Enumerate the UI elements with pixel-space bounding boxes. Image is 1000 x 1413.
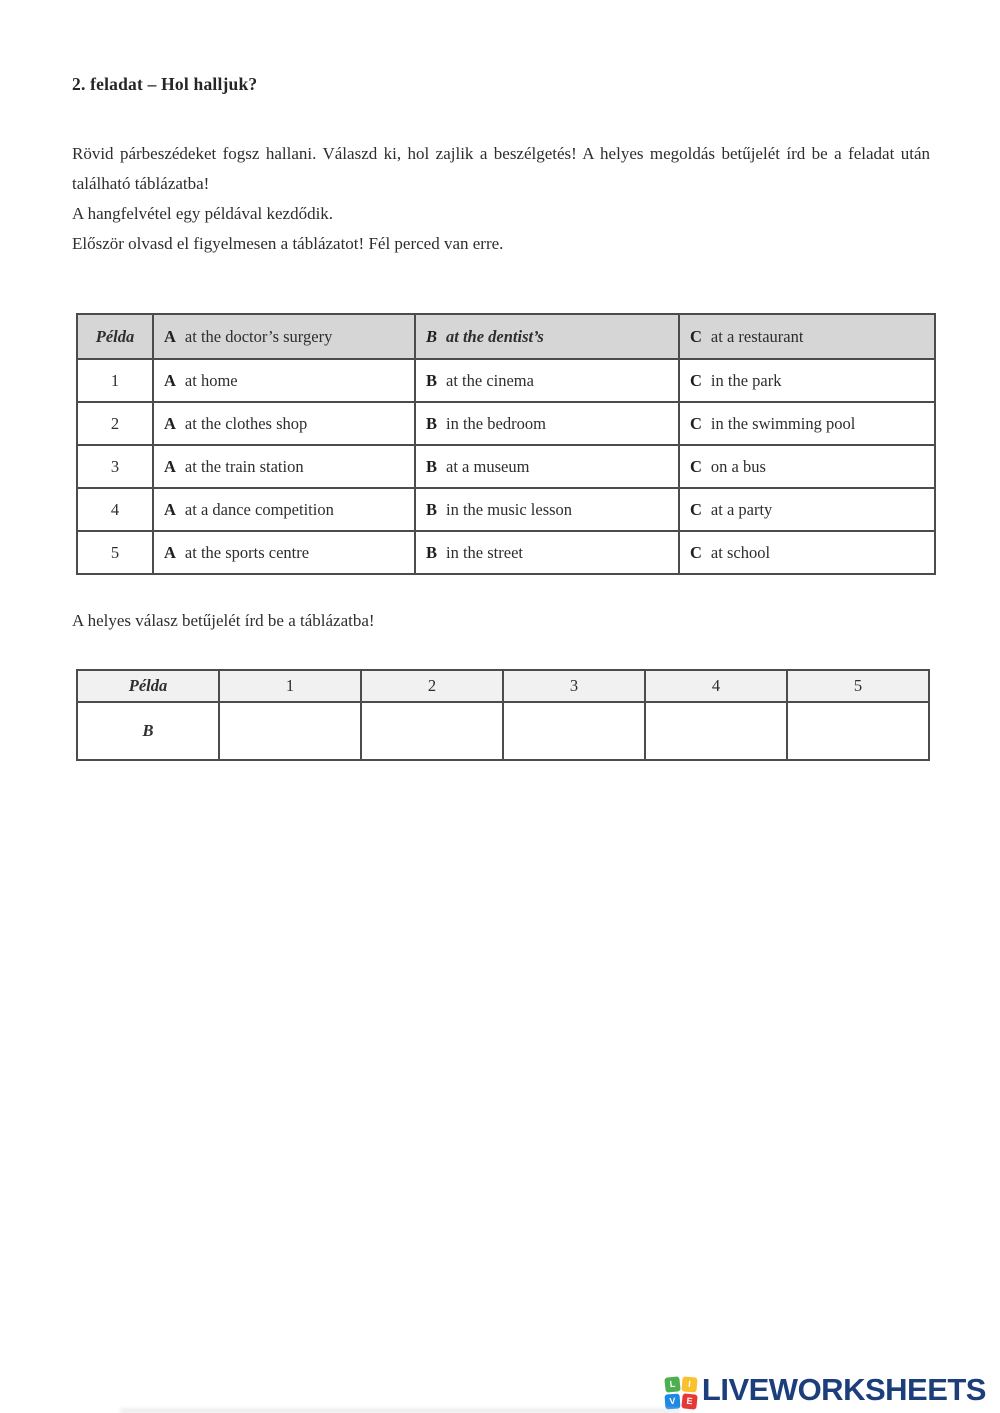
row-label: 2 [77,402,153,445]
logo-square-e: E [681,1393,697,1409]
row-label: 3 [77,445,153,488]
option-letter: C [690,456,702,476]
options-row-header [77,314,935,359]
logo-square-l: L [664,1376,680,1392]
answer-header-row [77,670,929,702]
option-a-cell [153,314,415,359]
row-label: 5 [77,531,153,574]
option-letter: B [426,326,438,346]
options-table [76,313,936,575]
option-letter: A [164,326,176,346]
option-letter: B [426,456,438,476]
answer-header-3: 3 [503,670,645,702]
option-letter: C [690,370,702,390]
task-intro: Rövid párbeszédeket fogsz hallani. Válaszd ki, hol zajlik a beszélgetés! A helyes megoldás betűjelét írd be a feladat után található táblázatba! [72,144,930,193]
option-c-cell [679,445,935,488]
options-row-3 [77,445,935,488]
option-letter: C [690,542,702,562]
option-b-cell [415,445,679,488]
option-text: in the street [446,542,523,562]
liveworksheets-squares-icon [665,1377,697,1409]
option-text: in the swimming pool [710,413,856,433]
option-c-cell [679,488,935,531]
answer-input-5[interactable] [787,702,929,760]
row-label: 4 [77,488,153,531]
option-b-cell [415,402,679,445]
option-letter: A [164,413,176,433]
row-label: Példa [77,314,153,359]
option-text: at the cinema [446,370,534,390]
answer-header-1: 1 [219,670,361,702]
option-letter: A [164,542,176,562]
scan-artifact-line [120,1409,680,1413]
options-row-1 [77,359,935,402]
option-text: on a bus [710,456,766,476]
option-a-cell [153,531,415,574]
option-letter: C [690,326,702,346]
answer-input-4[interactable] [645,702,787,760]
option-letter: C [690,499,702,519]
option-a-cell [153,488,415,531]
option-c-cell [679,402,935,445]
liveworksheets-wordmark: LIVEWORKSHEETS [701,1372,986,1407]
logo-square-v: V [664,1393,680,1409]
option-letter: B [426,499,438,519]
option-b-cell [415,359,679,402]
option-b-cell-example [415,314,679,359]
task-intro-block [72,139,930,259]
task-note-example: A hangfelvétel egy példával kezdődik. [72,204,334,223]
option-text: in the park [710,370,782,390]
option-a-cell [153,445,415,488]
option-b-cell [415,531,679,574]
logo-square-i: I [681,1376,697,1392]
example-answer-cell: B [77,702,219,760]
option-c-cell [679,314,935,359]
option-text: at the train station [184,456,304,476]
option-text: at the doctor’s surgery [184,326,333,346]
option-text: at a party [710,499,773,519]
option-text: at a restaurant [710,326,804,346]
option-a-cell [153,359,415,402]
answer-header-2: 2 [361,670,503,702]
answer-row [77,702,929,760]
option-b-cell [415,488,679,531]
option-text: at the clothes shop [184,413,308,433]
option-letter: A [164,370,176,390]
task-title: 2. feladat – Hol halljuk? [72,74,258,94]
answer-input-2[interactable] [361,702,503,760]
answer-instruction: A helyes válasz betűjelét írd be a táblázatba! [72,611,375,630]
option-text: in the music lesson [446,499,573,519]
option-text: at a dance competition [184,499,334,519]
options-row-4 [77,488,935,531]
answer-table [76,669,930,761]
task-note-read: Először olvasd el figyelmesen a táblázatot! Fél perced van erre. [72,234,504,253]
option-c-cell [679,531,935,574]
option-text: at school [710,542,771,562]
option-a-cell [153,402,415,445]
option-letter: B [426,370,438,390]
options-row-2 [77,402,935,445]
liveworksheets-logo[interactable] [665,1371,986,1409]
options-row-5 [77,531,935,574]
option-c-cell [679,359,935,402]
option-text: at home [184,370,238,390]
option-text: at the sports centre [184,542,310,562]
option-text: at a museum [446,456,530,476]
option-letter: A [164,456,176,476]
answer-input-1[interactable] [219,702,361,760]
option-letter: C [690,413,702,433]
option-letter: A [164,499,176,519]
answer-header-5: 5 [787,670,929,702]
option-text: in the bedroom [446,413,546,433]
answer-header-pelda: Példa [77,670,219,702]
answer-header-4: 4 [645,670,787,702]
answer-input-3[interactable] [503,702,645,760]
row-label: 1 [77,359,153,402]
option-letter: B [426,413,438,433]
option-letter: B [426,542,438,562]
option-text: at the dentist’s [446,326,544,346]
